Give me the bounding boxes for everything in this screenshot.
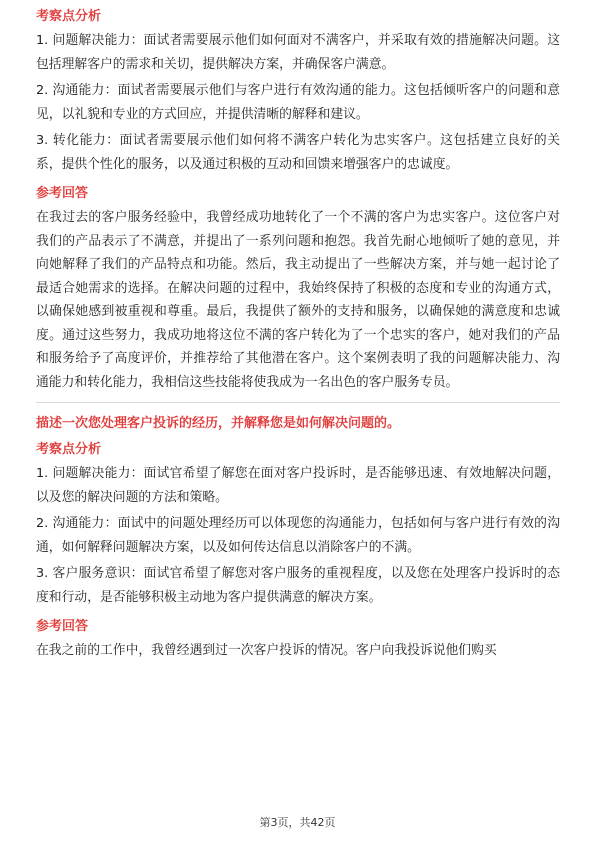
- page-content: [36, 8, 560, 666]
- analysis-heading: 考察点分析: [36, 9, 102, 24]
- answer-heading: 参考回答: [36, 619, 89, 634]
- analysis-point: 3. 客户服务意识：面试官希望了解您对客户服务的重视程度，以及您在处理客户投诉时的态度和行动，是否能够积极主动地为客户提供满意的解决方案。: [36, 566, 560, 605]
- analysis-point: 1. 问题解决能力：面试官希望了解您在面对客户投诉时，是否能够迅速、有效地解决问题，以及您的解决问题的方法和策略。: [36, 466, 560, 505]
- analysis-point: 1. 问题解决能力：面试者需要展示他们如何面对不满客户，并采取有效的措施解决问题。这包括理解客户的需求和关切，提供解决方案，并确保客户满意。: [36, 33, 560, 72]
- analysis-heading: 考察点分析: [36, 442, 102, 457]
- page-number: 第3页，共42页: [259, 816, 336, 829]
- answer-text: 在我之前的工作中，我曾经遇到过一次客户投诉的情况。客户向我投诉说他们购买: [36, 643, 497, 658]
- answer-heading: 参考回答: [36, 186, 89, 201]
- analysis-point: 2. 沟通能力：面试者需要展示他们与客户进行有效沟通的能力。这包括倾听客户的问题和意见，以礼貌和专业的方式回应，并提供清晰的解释和建议。: [36, 83, 560, 122]
- question-title: 描述一次您处理客户投诉的经历，并解释您是如何解决问题的。: [36, 416, 401, 431]
- analysis-point: 2. 沟通能力：面试中的问题处理经历可以体现您的沟通能力，包括如何与客户进行有效的沟通，如何解释问题解决方案，以及如何传达信息以消除客户的不满。: [36, 516, 560, 555]
- answer-text: 在我过去的客户服务经验中，我曾经成功地转化了一个不满的客户为忠实客户。这位客户对我们的产品表示了不满意，并提出了一系列问题和抱怨。我首先耐心地倾听了她的意见，并向她解释了我们的产品特点和功能。然后，我主动提出了一些解决方案，并与她一起讨论了最适合她需求的选择。在解决问题的过程中，我始终保持了积极的态度和专业的沟通方式，以确保她感到被重视和尊重。最后，我提供了额外的支持和服务，以确保她的满意度和忠诚度。通过这些努力，我成功地将这位不满的客户转化为了一个忠实的客户，她对我们的产品和服务给予了高度评价，并推荐给了其他潜在客户。这个案例表明了我的问题解决能力、沟通能力和转化能力，我相信这些技能将使我成为一名出色的客户服务专员。: [36, 210, 560, 390]
- analysis-point: 3. 转化能力：面试者需要展示他们如何将不满客户转化为忠实客户。这包括建立良好的关系，提供个性化的服务，以及通过积极的互动和回馈来增强客户的忠诚度。: [36, 133, 560, 172]
- section-divider: [36, 402, 560, 403]
